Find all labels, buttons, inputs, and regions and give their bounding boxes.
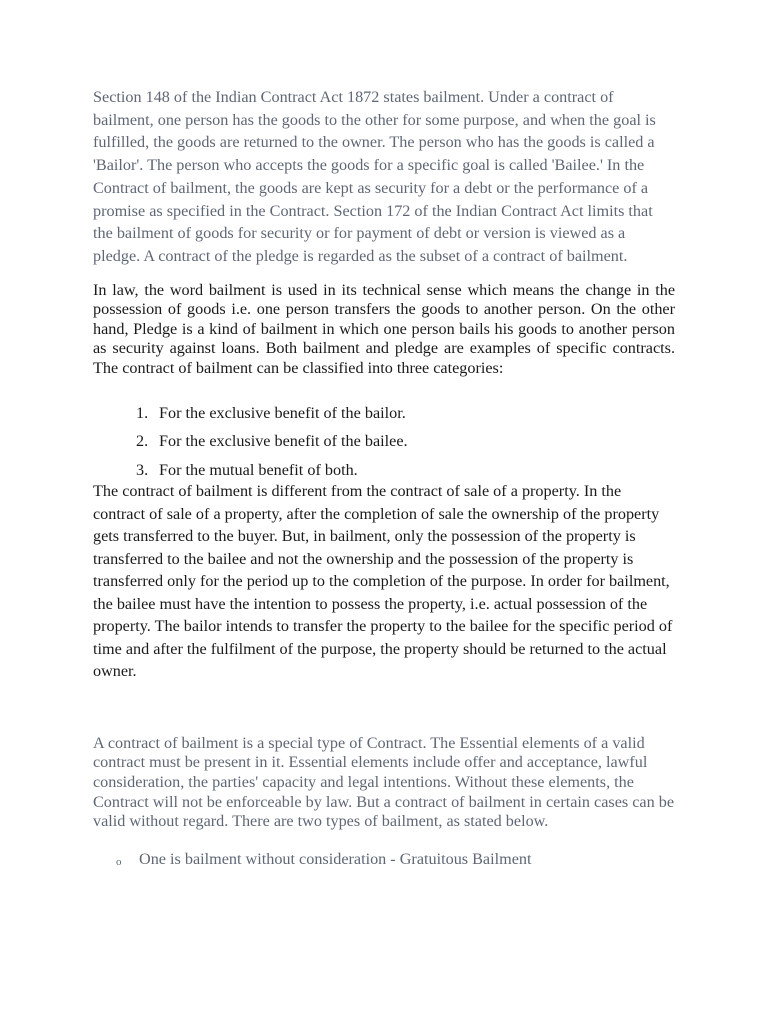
list-number: 2. xyxy=(136,432,149,451)
list-item xyxy=(93,432,675,461)
circle-bullet-icon: o xyxy=(116,855,122,868)
categories-list xyxy=(93,404,675,481)
paragraph-essential-elements: A contract of bailment is a special type of Contract. The Essential elements of a valid contract must be present in it. Essential elements include offer and acceptance, lawful consideration, the parties' capacity and legal intentions. Without these elements, the Contract will not be enforceable by law. But a contract of bailment in certain cases can be valid without regard. There are two types of bailment, as stated below. xyxy=(93,733,675,831)
paragraph-bailment-vs-sale: The contract of bailment is different from the contract of sale of a property. In the contract of sale of a property, after the completion of sale the ownership of the property gets transferred to the buyer. But, in bailment, only the possession of the property is transferred to the bailee and not the ownership and the possession of the property is transferred only for the period up to the completion of the purpose. In order for bailment, the bailee must have the intention to possess the property, i.e. actual possession of the property. The bailor intends to transfer the property to the bailee for the specific period of time and after the fulfilment of the purpose, the property should be returned to the actual owner. xyxy=(93,482,673,681)
list-item xyxy=(93,849,675,869)
list-item xyxy=(93,404,675,433)
list-item xyxy=(93,461,675,481)
list-item-text: One is bailment without consideration - Gratuitous Bailment xyxy=(139,849,532,868)
list-number: 1. xyxy=(136,403,149,422)
paragraph-bailment-law: In law, the word bailment is used in its technical sense which means the change in the possession of goods i.e. one person transfers the goods to another person. On the other hand, Pledge is a kind of bailment in which one person bails his goods to another person as security against loans. Both bailment and pledge are examples of specific contracts. The contract of bailment can be classified into three categories: xyxy=(93,280,675,377)
bailment-types-list xyxy=(93,849,675,869)
list-item-text: For the exclusive benefit of the bailor. xyxy=(159,403,406,422)
list-item-text: For the mutual benefit of both. xyxy=(159,460,358,479)
paragraph-bailment-definition: Section 148 of the Indian Contract Act 1872 states bailment. Under a contract of bailment, one person has the goods to the other for some purpose, and when the goal is fulfilled, the goods are returned to the owner. The person who has the goods is called a 'Bailor'. The person who accepts the goods for a specific goal is called 'Bailee.' In the Contract of bailment, the goods are kept as security for a debt or the performance of a promise as specified in the Contract. Section 172 of the Indian Contract Act limits that the bailment of goods for security or for payment of debt or version is viewed as a pledge. A contract of the pledge is regarded as the subset of a contract of bailment. xyxy=(93,88,656,265)
document-page xyxy=(93,86,675,869)
list-number: 3. xyxy=(136,460,149,479)
list-item-text: For the exclusive benefit of the bailee. xyxy=(159,432,408,451)
